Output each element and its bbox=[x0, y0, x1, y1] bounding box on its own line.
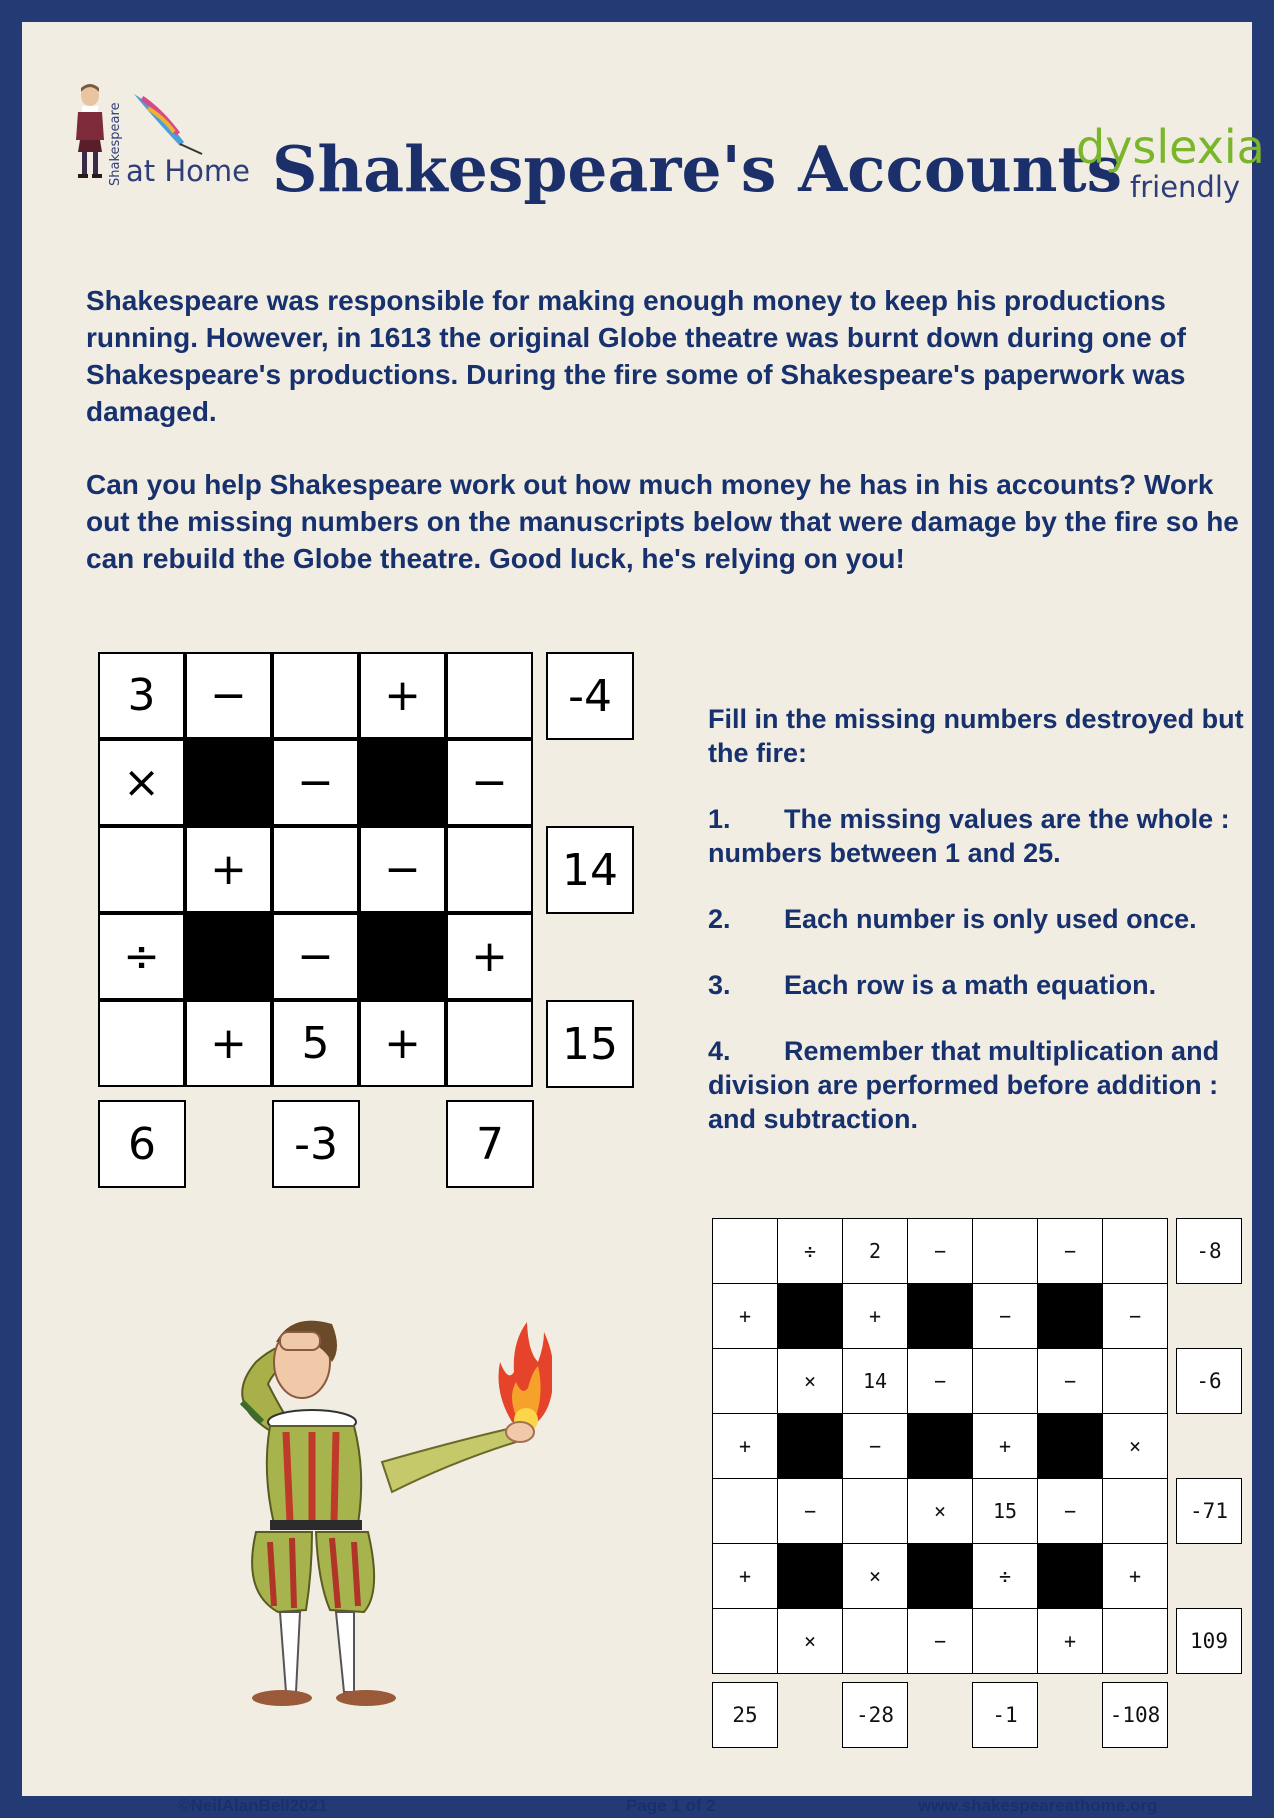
column-result: -3 bbox=[272, 1100, 360, 1188]
logo-vertical-text: Shakespeare bbox=[108, 102, 123, 186]
column-result: -1 bbox=[972, 1682, 1038, 1748]
column-result: -108 bbox=[1102, 1682, 1168, 1748]
row-result: -6 bbox=[1176, 1348, 1242, 1414]
grid-cell[interactable] bbox=[98, 1000, 185, 1087]
shakespeare-cartoon-illustration bbox=[182, 1292, 552, 1722]
grid-cell: + bbox=[712, 1543, 778, 1609]
rule-item bbox=[708, 968, 1248, 1002]
logo-text: at Home bbox=[126, 154, 251, 188]
blocked-cell bbox=[1037, 1283, 1103, 1349]
grid-cell[interactable] bbox=[272, 652, 359, 739]
grid-cell: ÷ bbox=[777, 1218, 843, 1284]
grid-cell[interactable]: 3 bbox=[98, 652, 185, 739]
grid-cell[interactable] bbox=[712, 1348, 778, 1414]
grid-cell: + bbox=[1037, 1608, 1103, 1674]
grid-cell[interactable] bbox=[712, 1608, 778, 1674]
grid-cell[interactable] bbox=[446, 1000, 533, 1087]
dyslexia-badge-line2: friendly bbox=[1130, 170, 1241, 204]
blocked-cell bbox=[185, 913, 272, 1000]
rule-text: Remember that multiplication and division are performed before addition : and subtraction. bbox=[708, 1036, 1220, 1134]
dyslexia-badge-line1: dyslexia bbox=[1076, 120, 1265, 174]
grid-cell: + bbox=[185, 1000, 272, 1087]
column-result: -28 bbox=[842, 1682, 908, 1748]
grid-cell: − bbox=[907, 1608, 973, 1674]
intro-paragraph-2: Can you help Shakespeare work out how much money he has in his accounts? Work out the missing numbers on the manuscripts below that were damage by the fire so he can rebuild the Globe theatre. Good luck, he's relying on you! bbox=[86, 469, 1239, 574]
grid-cell[interactable] bbox=[842, 1478, 908, 1544]
grid-cell: × bbox=[842, 1543, 908, 1609]
quill-icon bbox=[128, 88, 208, 158]
grid-cell[interactable] bbox=[712, 1478, 778, 1544]
rule-text: Each number is only used once. bbox=[784, 904, 1197, 934]
rule-item bbox=[708, 1034, 1248, 1136]
grid-cell: 15 bbox=[972, 1478, 1038, 1544]
grid-cell: × bbox=[98, 739, 185, 826]
grid-cell: + bbox=[972, 1413, 1038, 1479]
page-number: Page 1 of 2 bbox=[626, 1796, 716, 1815]
grid-cell: − bbox=[1102, 1283, 1168, 1349]
grid-cell: + bbox=[712, 1283, 778, 1349]
column-result: 7 bbox=[446, 1100, 534, 1188]
blocked-cell bbox=[777, 1543, 843, 1609]
column-result: 25 bbox=[712, 1682, 778, 1748]
grid-cell: − bbox=[777, 1478, 843, 1544]
row-result: -8 bbox=[1176, 1218, 1242, 1284]
blocked-cell bbox=[907, 1543, 973, 1609]
rule-text: Each row is a math equation. bbox=[784, 970, 1157, 1000]
grid-cell: − bbox=[1037, 1478, 1103, 1544]
rule-number: 1. bbox=[708, 804, 731, 834]
row-result: 14 bbox=[546, 826, 634, 914]
grid-cell: 5 bbox=[272, 1000, 359, 1087]
grid-cell: + bbox=[359, 652, 446, 739]
website-url: www.shakespeareathome.org bbox=[918, 1796, 1158, 1815]
grid-cell: − bbox=[272, 739, 359, 826]
page-title: Shakespeare's Accounts bbox=[272, 132, 1123, 206]
rules-panel bbox=[708, 702, 1248, 1168]
blocked-cell bbox=[1037, 1543, 1103, 1609]
blocked-cell bbox=[359, 739, 446, 826]
rule-text: The missing values are the whole : numbers between 1 and 25. bbox=[708, 804, 1230, 868]
blocked-cell bbox=[359, 913, 446, 1000]
grid-cell: 2 bbox=[842, 1218, 908, 1284]
grid-cell: − bbox=[907, 1218, 973, 1284]
grid-cell: + bbox=[712, 1413, 778, 1479]
grid-cell[interactable] bbox=[972, 1218, 1038, 1284]
grid-cell: − bbox=[1037, 1218, 1103, 1284]
worksheet-page bbox=[22, 22, 1265, 1815]
grid-cell: + bbox=[185, 826, 272, 913]
blocked-cell bbox=[907, 1413, 973, 1479]
grid-cell: − bbox=[907, 1348, 973, 1414]
grid-cell: − bbox=[972, 1283, 1038, 1349]
row-result: 15 bbox=[546, 1000, 634, 1088]
blocked-cell bbox=[1037, 1413, 1103, 1479]
grid-cell: − bbox=[272, 913, 359, 1000]
copyright-text: ©NeilAlanBell2021 bbox=[178, 1796, 328, 1815]
grid-cell: − bbox=[359, 826, 446, 913]
grid-cell[interactable] bbox=[272, 826, 359, 913]
grid-cell: + bbox=[842, 1283, 908, 1349]
row-result: -4 bbox=[546, 652, 634, 740]
rule-number: 3. bbox=[708, 970, 731, 1000]
grid-cell[interactable] bbox=[842, 1608, 908, 1674]
grid-cell: × bbox=[777, 1608, 843, 1674]
grid-cell[interactable] bbox=[446, 652, 533, 739]
grid-cell[interactable] bbox=[1102, 1478, 1168, 1544]
grid-cell[interactable] bbox=[1102, 1608, 1168, 1674]
grid-cell[interactable] bbox=[1102, 1218, 1168, 1284]
grid-cell[interactable] bbox=[446, 826, 533, 913]
grid-cell: × bbox=[777, 1348, 843, 1414]
intro-paragraph-1: Shakespeare was responsible for making enough money to keep his productions running. However, in 1613 the original Globe theatre was burnt down during one of Shakespeare's productions. During the fire some of Shakespeare's paperwork was damaged. bbox=[86, 285, 1186, 427]
grid-cell: + bbox=[446, 913, 533, 1000]
grid-cell: 14 bbox=[842, 1348, 908, 1414]
row-result: -71 bbox=[1176, 1478, 1242, 1544]
shakespeare-figure-icon bbox=[66, 82, 114, 182]
grid-cell: × bbox=[907, 1478, 973, 1544]
blocked-cell bbox=[185, 739, 272, 826]
rule-item bbox=[708, 802, 1248, 870]
column-result: 6 bbox=[98, 1100, 186, 1188]
grid-cell: − bbox=[1037, 1348, 1103, 1414]
grid-cell[interactable] bbox=[972, 1608, 1038, 1674]
rule-number: 4. bbox=[708, 1036, 731, 1066]
blocked-cell bbox=[777, 1413, 843, 1479]
grid-cell: − bbox=[446, 739, 533, 826]
grid-cell[interactable] bbox=[972, 1348, 1038, 1414]
grid-cell: ÷ bbox=[98, 913, 185, 1000]
grid-cell: + bbox=[359, 1000, 446, 1087]
grid-cell: ÷ bbox=[972, 1543, 1038, 1609]
rules-heading: Fill in the missing numbers destroyed but the fire: bbox=[708, 704, 1244, 768]
grid-cell[interactable] bbox=[1102, 1348, 1168, 1414]
blocked-cell bbox=[777, 1283, 843, 1349]
grid-cell[interactable] bbox=[712, 1218, 778, 1284]
grid-cell: + bbox=[1102, 1543, 1168, 1609]
rule-item bbox=[708, 902, 1248, 936]
rule-number: 2. bbox=[708, 904, 731, 934]
grid-cell: − bbox=[185, 652, 272, 739]
shakespeare-at-home-logo bbox=[66, 82, 276, 192]
blocked-cell bbox=[907, 1283, 973, 1349]
grid-cell: × bbox=[1102, 1413, 1168, 1479]
row-result: 109 bbox=[1176, 1608, 1242, 1674]
grid-cell[interactable] bbox=[98, 826, 185, 913]
grid-cell: − bbox=[842, 1413, 908, 1479]
